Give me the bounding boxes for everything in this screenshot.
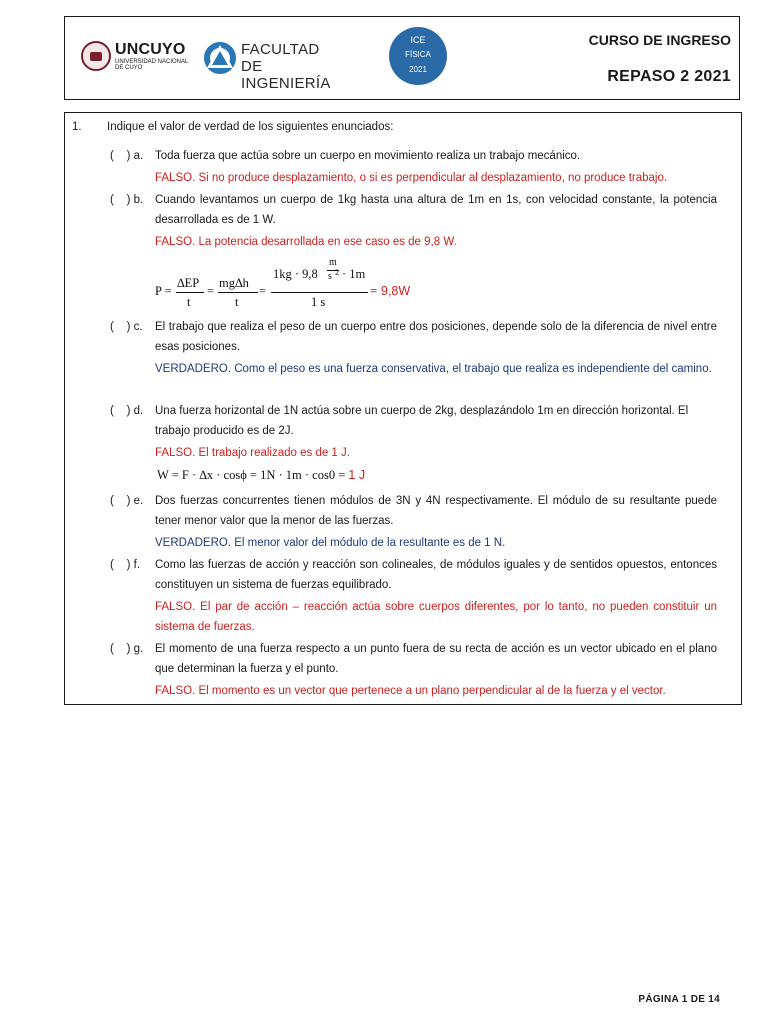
uncuyo-logo: [81, 41, 191, 75]
uncuyo-subtitle: UNIVERSIDAD NACIONAL DE CUYO: [115, 59, 189, 71]
item-c-answer: VERDADERO. Como el peso es una fuerza conservativa, el trabajo que realiza es independiente del camino.: [155, 363, 712, 375]
formula-equals-3: =: [370, 284, 378, 298]
formula-equals-1: =: [207, 284, 215, 298]
faculty-name-line2: DE INGENIERÍA: [241, 58, 331, 92]
fraction-3-numerator-a: 1kg · 9,8: [273, 267, 318, 281]
item-e-answer: VERDADERO. El menor valor del módulo de la resultante es de 1 N.: [155, 537, 506, 549]
item-d-mark: ( ) d.: [110, 405, 144, 417]
fraction-1-bar: [176, 292, 204, 293]
item-e-mark: ( ) e.: [110, 495, 144, 507]
question-title: Indique el valor de verdad de los siguientes enunciados:: [107, 121, 394, 133]
course-label: CURSO DE INGRESO: [588, 32, 731, 48]
item-d-answer: FALSO. El trabajo realizado es de 1 J.: [155, 447, 350, 459]
item-c-statement: El trabajo que realiza el peso de un cuerpo entre dos posiciones, depende solo de la diferencia de nivel entre esas posiciones.: [155, 321, 717, 353]
unit-denominator: s: [328, 271, 332, 282]
item-f-statement: Como las fuerzas de acción y reacción son colineales, de módulos iguales y de sentidos opuestos, entonces constituyen un sistema de fuerzas equilibrado.: [155, 559, 717, 591]
document-title: REPASO 2 2021: [607, 68, 731, 85]
item-a-mark: ( ) a.: [110, 150, 144, 162]
question-box: [64, 112, 742, 705]
item-b-answer: FALSO. La potencia desarrollada en ese caso es de 9,8 W.: [155, 236, 457, 248]
item-f-mark: ( ) f.: [110, 559, 141, 571]
ice-physics-badge: [389, 27, 447, 85]
fraction-2-numerator: mg∆h: [219, 276, 249, 290]
formula-equals-2: =: [259, 284, 267, 298]
fraction-1-denominator: t: [187, 295, 191, 309]
item-a-statement: Toda fuerza que actúa sobre un cuerpo en movimiento realiza un trabajo mecánico.: [155, 150, 581, 162]
university-seal-icon: [81, 41, 111, 71]
uncuyo-wordmark: UNCUYO: [115, 41, 186, 58]
work-formula-result: 1 J: [348, 468, 366, 482]
item-c-mark: ( ) c.: [110, 321, 143, 333]
fraction-2-denominator: t: [235, 295, 239, 309]
badge-line-1: ICE: [410, 35, 426, 45]
fraction-2-bar: [218, 292, 258, 293]
fraction-3-denominator: 1 s: [311, 295, 326, 309]
fraction-1-numerator: ∆EP: [177, 276, 200, 290]
power-formula: [155, 259, 435, 319]
faculty-name-line1: FACULTAD: [241, 41, 320, 58]
formula-result: 9,8W: [381, 284, 411, 298]
item-g-answer: FALSO. El momento es un vector que pertenece a un plano perpendicular al de la fuerza y el vector.: [155, 685, 666, 697]
work-formula-expression: W = F · ∆x · cosϕ = 1N · 1m · cos0 =: [157, 468, 346, 482]
page-number: PÁGINA 1 DE 14: [638, 994, 720, 1005]
item-b-statement: Cuando levantamos un cuerpo de 1kg hasta una altura de 1m en 1s, con velocidad constante, la potencia desarrollada es de 1 W.: [155, 194, 717, 226]
work-formula: [157, 465, 457, 487]
badge-line-3: 2021: [409, 65, 427, 74]
unit-numerator: m: [329, 257, 337, 268]
item-g-statement: El momento de una fuerza respecto a un punto fuera de su recta de acción es un vector ubicado en el plano que determinan la fuerza y el punto.: [155, 643, 717, 675]
faculty-logo: [203, 39, 353, 92]
item-a-answer: FALSO. Si no produce desplazamiento, o si es perpendicular al desplazamiento, no produce trabajo.: [155, 172, 668, 184]
item-g-mark: ( ) g.: [110, 643, 144, 655]
fraction-3-numerator-b: · 1m: [342, 267, 366, 281]
fraction-3-bar: [271, 292, 368, 293]
item-b-mark: ( ) b.: [110, 194, 144, 206]
page-header: [64, 16, 740, 100]
unit-exponent: 2: [335, 268, 339, 277]
item-d-statement: Una fuerza horizontal de 1N actúa sobre un cuerpo de 2kg, desplazándolo 1m en dirección horizontal. El trabajo producido es de 2J.: [155, 405, 689, 437]
formula-p-lhs: P =: [155, 284, 172, 298]
question-number: 1.: [72, 121, 82, 133]
faculty-mark-icon: [203, 41, 237, 75]
badge-line-2: FÍSICA: [405, 50, 431, 59]
item-e-statement: Dos fuerzas concurrentes tienen módulos de 3N y 4N respectivamente. El módulo de su resultante puede tener menor valor que la menor de las fuerzas.: [155, 495, 717, 527]
item-f-answer: FALSO. El par de acción – reacción actúa sobre cuerpos diferentes, por lo tanto, no pueden constituir un sistema de fuerzas.: [155, 601, 717, 633]
